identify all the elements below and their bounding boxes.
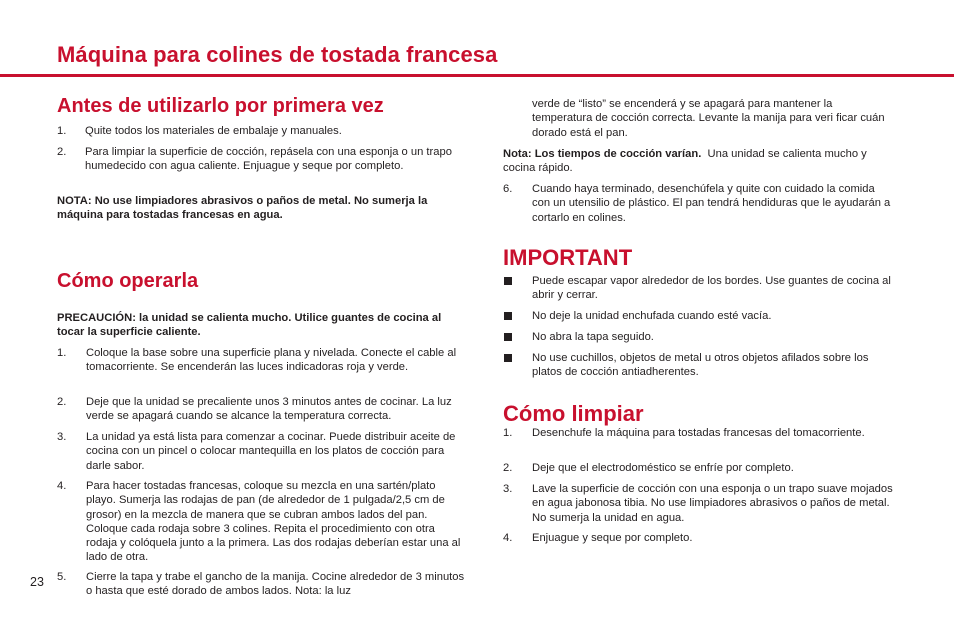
step-text: Coloque la base sobre una superficie plana y nivelada. Conecte el cable al tomacorriente. Se encenderán las luces indicadoras roja y verde. (86, 347, 457, 374)
continued-text: verde de “listo” se encenderá y se apagará para mantener la temperatura de cocción correcta. Levante la manija para veri ficar cuán dorado está el pan. (532, 98, 885, 139)
step-text: Cierre la tapa y trabe el gancho de la manija. Cocine alrededor de 3 minutos o hasta que esté dorado de ambos lados. Nota: la luz (86, 571, 465, 598)
step-number: 5. (57, 571, 67, 583)
bullet-text: No use cuchillos, objetos de metal u otros objetos afilados sobre los platos de cocción antiadherentes. (532, 352, 869, 379)
step-text: Quite todos los materiales de embalaje y manuales. (85, 125, 342, 137)
step-text: Para limpiar la superficie de cocción, repásela con una esponja o un trapo humedecido con agua caliente. Enjuague y seque por completo. (85, 146, 452, 173)
step-text: Cuando haya terminado, desenchúfela y quite con cuidado la comida con un utensilio de plástico. El pan tendrá hendiduras que le ayudarán a cortarlo en colines. (532, 183, 891, 224)
step-number: 4. (57, 480, 67, 492)
list-item (503, 309, 895, 323)
step-number: 1. (57, 125, 67, 137)
list-item (57, 570, 468, 599)
list-item (503, 351, 895, 380)
step-number: 4. (503, 532, 513, 544)
important-heading: IMPORTANT (503, 245, 633, 270)
step-number: 1. (57, 347, 67, 359)
list-item (503, 482, 895, 525)
step-number: 2. (57, 146, 67, 158)
step-text: Deje que la unidad se precaliente unos 3 minutos antes de cocinar. La luz verde se apagará cuando se alcance la temperatura correcta. (86, 396, 452, 423)
list-item (503, 461, 895, 475)
step-text: Para hacer tostadas francesas, coloque su mezcla en una sartén/plato playo. Sumerja las rodajas de pan (de alrededor de 1 pulgada/2,5 cm de grosor) en la mezcla de manera que se cubran ambos lados del pan. Coloque cada rodaja sobre 3 colines. Repita el procedimiento con otra rodaja y colóquela junto a la primera. Las dos rodajas deberían estar una al lado de otra. (86, 480, 461, 564)
bullet-square-icon (504, 312, 512, 320)
list-item (57, 346, 468, 375)
cooking-note (503, 147, 895, 176)
list-item (503, 531, 895, 545)
list-item (503, 426, 895, 440)
step-number: 3. (503, 483, 513, 495)
step-number: 3. (57, 431, 67, 443)
step-text: Lave la superficie de cocción con una esponja o un trapo suave mojados en agua jabonosa tibia. No use limpiadores abrasivos o paños de metal. No sumerja la unidad en agua. (532, 483, 893, 524)
list-item (57, 479, 468, 565)
first-use-heading: Antes de utilizarlo por primera vez (57, 95, 384, 117)
header-divider (0, 74, 954, 77)
step-text: Desenchufe la máquina para tostadas francesas del tomacorriente. (532, 427, 865, 439)
bullet-text: No abra la tapa seguido. (532, 331, 654, 343)
bullet-text: No deje la unidad enchufada cuando esté vacía. (532, 310, 772, 322)
list-item (57, 124, 468, 138)
page-number: 23 (30, 575, 44, 589)
list-item (57, 430, 468, 473)
bullet-square-icon (504, 333, 512, 341)
bullet-square-icon (504, 277, 512, 285)
caution-note: PRECAUCIÓN: la unidad se calienta mucho. Utilice guantes de cocina al tocar la superficie caliente. (57, 312, 442, 339)
list-item (503, 274, 895, 303)
first-use-note: NOTA: No use limpiadores abrasivos o paños de metal. No sumerja la máquina para tostadas francesas en agua. (57, 195, 428, 222)
list-item (57, 145, 468, 174)
step-number: 1. (503, 427, 513, 439)
bullet-text: Puede escapar vapor alrededor de los bordes. Use guantes de cocina al abrir y cerrar. (532, 275, 891, 302)
clean-heading: Cómo limpiar (503, 401, 644, 426)
list-item (503, 330, 895, 344)
operate-heading: Cómo operarla (57, 270, 199, 292)
step-text: Deje que el electrodoméstico se enfríe por completo. (532, 462, 794, 474)
cooking-note-label: Nota: Los tiempos de cocción varían. (503, 148, 702, 160)
list-item (503, 182, 895, 225)
list-item (57, 395, 468, 424)
bullet-square-icon (504, 354, 512, 362)
step-number: 6. (503, 183, 513, 195)
cooking-note-text: Una unidad se calienta mucho y cocina rápido. (503, 148, 867, 175)
page-title: Máquina para colines de tostada francesa (57, 42, 498, 67)
step-number: 2. (503, 462, 513, 474)
step-number: 2. (57, 396, 67, 408)
step-text: Enjuague y seque por completo. (532, 532, 693, 544)
step-text: La unidad ya está lista para comenzar a cocinar. Puede distribuir aceite de cocina con un pincel o colocar mantequilla en los platos de cocción para darle sabor. (86, 431, 456, 472)
